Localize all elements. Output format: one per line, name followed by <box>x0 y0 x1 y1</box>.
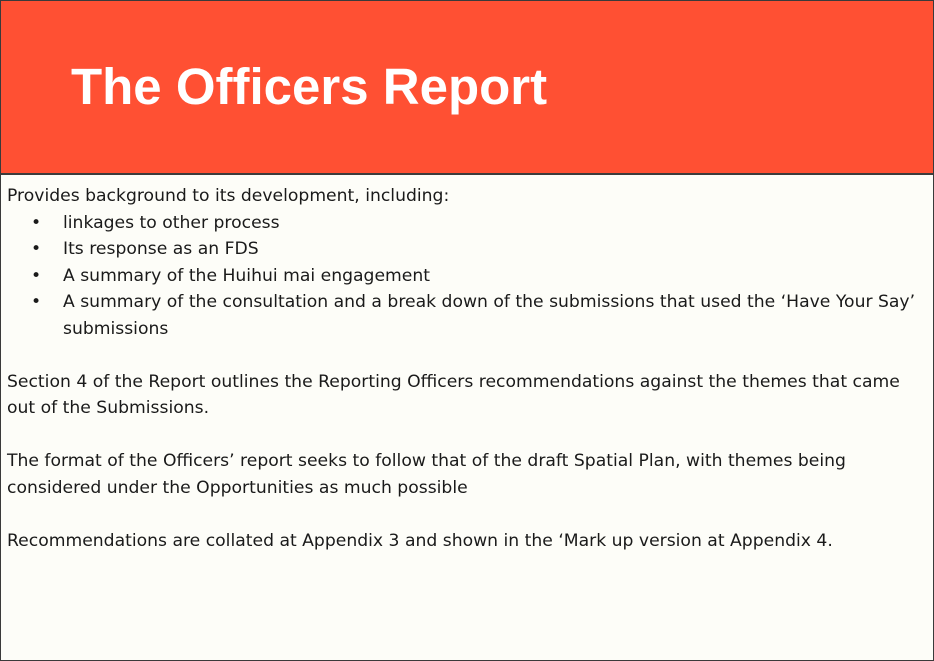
bullet-icon: • <box>31 292 42 312</box>
bullet-icon: • <box>31 239 42 259</box>
bullet-text: A summary of the Huihui mai engagement <box>63 265 430 286</box>
bullet-icon: • <box>31 265 42 286</box>
intro-text: Provides background to its development, including: <box>7 186 450 206</box>
paragraph-format: The format of the Officers’ report seeks to follow that of the draft Spatial Plan, with themes being considered under the Opportunities as much possible <box>7 451 846 498</box>
bullet-item <box>7 289 917 342</box>
title-banner <box>1 1 933 175</box>
bullet-text: linkages to other process <box>63 212 280 233</box>
bullet-item <box>7 263 917 290</box>
paragraph-section-4: Section 4 of the Report outlines the Reporting Officers recommendations against the themes that came out of the Submissions. <box>7 371 900 418</box>
slide-title: The Officers Report <box>71 58 548 115</box>
bullet-item <box>7 210 917 237</box>
spacer <box>7 342 917 369</box>
bullet-item <box>7 236 917 263</box>
spacer <box>7 501 917 528</box>
bullet-icon: • <box>31 212 42 233</box>
bullet-list <box>7 210 917 343</box>
bullet-text: A summary of the consultation and a break down of the submissions that used the ‘Have Your Say’ submissions <box>63 292 916 339</box>
spacer <box>7 422 917 449</box>
bullet-text: Its response as an FDS <box>63 239 259 259</box>
paragraph-recommendations: Recommendations are collated at Appendix 3 and shown in the ‘Mark up version at Appendix 4. <box>7 530 833 551</box>
content-body <box>7 183 917 554</box>
